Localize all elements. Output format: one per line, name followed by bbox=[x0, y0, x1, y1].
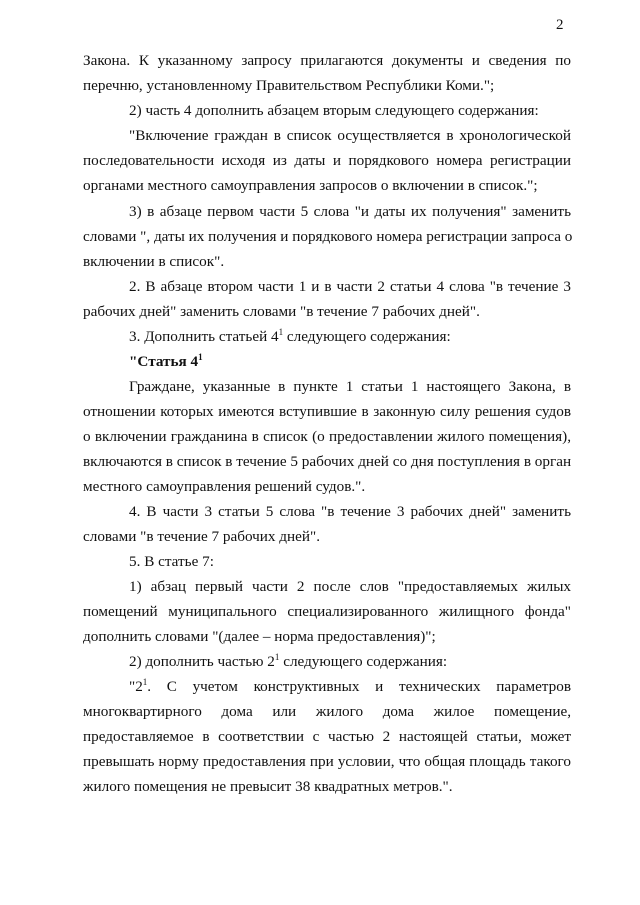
text-line: последовательности исходя из даты и порядкового номера регистрации bbox=[83, 152, 571, 169]
text-line: 5. В статье 7: bbox=[129, 553, 214, 570]
text-line: словами "в течение 7 рабочих дней". bbox=[83, 528, 321, 545]
text-line: включаются в список в течение 5 рабочих дней со дня поступления в орган bbox=[83, 453, 572, 470]
text-line: 2) часть 4 дополнить абзацем вторым следующего содержания: bbox=[129, 102, 539, 119]
text-line: 3. Дополнить статьей $4^1$ следующего содержания: bbox=[129, 327, 451, 345]
page-number: 2 bbox=[556, 17, 564, 33]
text-line: жилого помещения не превысит 38 квадратных метров.". bbox=[83, 778, 453, 795]
article-heading: "Статья $4^1$ bbox=[129, 352, 203, 370]
text-line: отношении которых имеются вступившие в законную силу решения судов bbox=[83, 403, 571, 420]
text-line: Закона. К указанному запросу прилагаются документы и сведения по bbox=[83, 52, 571, 69]
text-line: дополнить словами "(далее – норма предоставления)"; bbox=[83, 628, 436, 645]
text-line: "Включение граждан в список осуществляется в хронологической bbox=[129, 127, 571, 144]
text-line: Граждане, указанные в пункте 1 статьи 1 настоящего Закона, в bbox=[129, 378, 571, 395]
text-line: предоставляемое в соответствии с частью 2 настоящей статьи, может bbox=[83, 728, 571, 745]
text-line: 1) абзац первый части 2 после слов "предоставляемых жилых bbox=[129, 578, 571, 595]
text-line: многоквартирного дома или жилого дома жилое помещение, bbox=[83, 703, 571, 720]
text-line: 2) дополнить частью $2^1$ следующего содержания: bbox=[129, 652, 448, 670]
text-line: о включении гражданина в список (о предоставлении жилого помещения), bbox=[83, 428, 571, 445]
text-line: превышать норму предоставления при условии, что общая площадь такого bbox=[83, 753, 571, 770]
text-line: помещений муниципального специализированного жилищного фонда" bbox=[83, 603, 571, 620]
text-line: 4. В части 3 статьи 5 слова "в течение 3 рабочих дней" заменить bbox=[129, 503, 571, 520]
text-line: 3) в абзаце первом части 5 слова "и даты их получения" заменить bbox=[129, 203, 571, 220]
text-line: включении в список". bbox=[83, 253, 225, 270]
text-line: органами местного самоуправления запросов о включении в список."; bbox=[83, 177, 538, 194]
text-line: "$2^1$. С учетом конструктивных и технических параметров bbox=[129, 677, 571, 695]
text-line: словами ", даты их получения и порядкового номера регистрации запроса о bbox=[83, 228, 573, 245]
text-line: 2. В абзаце втором части 1 и в части 2 статьи 4 слова "в течение 3 bbox=[129, 278, 571, 295]
text-line: местного самоуправления решений судов.". bbox=[83, 478, 366, 495]
text-line: рабочих дней" заменить словами "в течение 7 рабочих дней". bbox=[83, 303, 480, 320]
text-line: перечню, установленному Правительством Республики Коми."; bbox=[83, 77, 495, 94]
